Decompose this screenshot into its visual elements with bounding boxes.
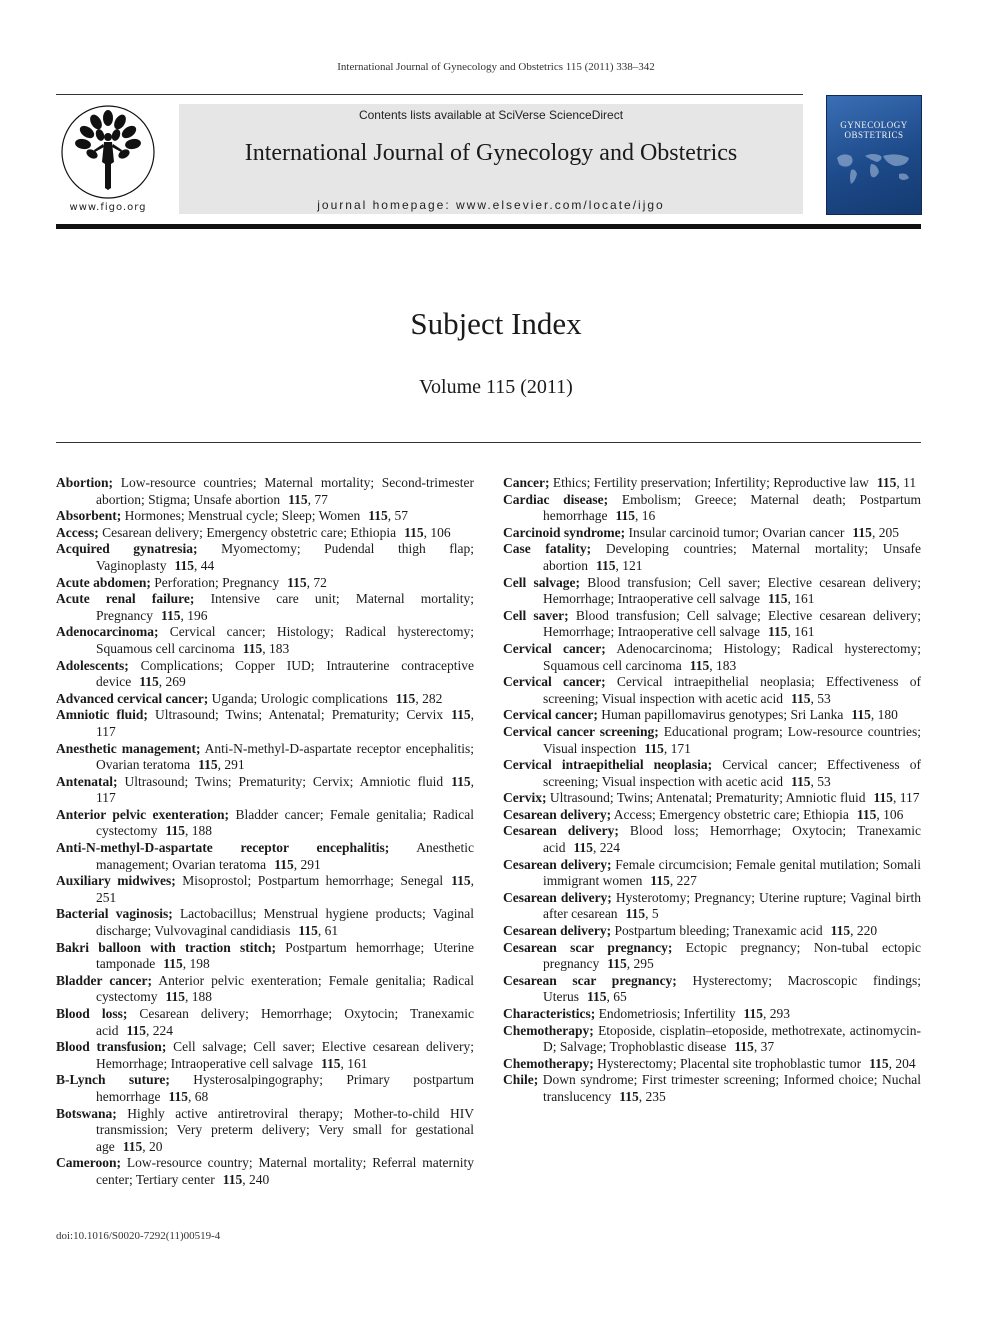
index-keywords: Anti-N-methyl-D-aspartate receptor encephalitis; Ovarian teratoma (96, 740, 474, 773)
volume-number[interactable]: 115 (876, 475, 897, 490)
volume-number[interactable]: 115 (851, 707, 871, 723)
index-keywords: Cesarean delivery; Hemorrhage; Oxytocin; Tranexamic acid (96, 1006, 474, 1038)
index-entry (56, 1155, 474, 1188)
index-entry (56, 1039, 474, 1072)
page-number[interactable]: , 61 (317, 923, 339, 939)
volume-number[interactable]: 115 (242, 640, 263, 656)
logo-url[interactable]: www.figo.org (69, 202, 147, 213)
top-rule (56, 94, 803, 95)
index-keywords: Blood loss; Hemorrhage; Oxytocin; Tranexamic acid (543, 823, 922, 856)
index-term: Cesarean scar pregnancy; (503, 972, 677, 988)
volume-number[interactable]: 115 (830, 923, 851, 939)
volume-number[interactable]: 115 (689, 657, 710, 673)
index-keywords: Hormones; Menstrual cycle; Sleep; Women (124, 508, 361, 524)
index-entry (503, 541, 921, 574)
page-number[interactable]: , 224 (146, 1022, 174, 1038)
index-entry (503, 973, 921, 1006)
volume-number[interactable]: 115 (168, 1088, 188, 1104)
index-keywords: Blood transfusion; Cell salvage; Elective cesarean delivery; Hemorrhage; Intraoperative cell salvage (543, 607, 921, 640)
index-term: Characteristics; (503, 1006, 596, 1021)
page-number[interactable]: , 161 (787, 591, 815, 607)
index-keywords: Ectopic pregnancy; Non-tubal ectopic pregnancy (543, 939, 922, 972)
index-entry (503, 1023, 921, 1056)
index-keywords: Access; Emergency obstetric care; Ethiopia (613, 806, 849, 822)
index-entry (56, 475, 474, 508)
index-entry (56, 840, 474, 873)
index-entry (56, 508, 474, 525)
index-keywords: Hysterotomy; Pregnancy; Uterine rupture; Vaginal birth after cesarean (543, 889, 921, 922)
index-term: Anesthetic management; (56, 740, 201, 756)
running-head: International Journal of Gynecology and Obstetrics 115 (2011) 338–342 (337, 61, 655, 73)
index-keywords: Low-resource countries; Maternal mortality; Second-trimester abortion; Stigma; Unsafe abortion (96, 475, 475, 507)
index-column-right (503, 475, 921, 1106)
volume-number[interactable]: 115 (625, 906, 646, 922)
index-entry (56, 940, 474, 973)
index-entry (503, 823, 921, 856)
volume-number[interactable]: 115 (596, 557, 616, 573)
index-entry (56, 774, 474, 807)
page-number[interactable]: , 235 (638, 1088, 666, 1104)
index-keywords: Adenocarcinoma; Histology; Radical hysterectomy; Squamous cell carcinoma (543, 640, 921, 673)
volume-number[interactable]: 115 (165, 989, 185, 1005)
page-number[interactable]: , 53 (810, 690, 831, 706)
index-keywords: Educational program; Low-resource countries; Visual inspection (543, 723, 922, 756)
page-number[interactable]: , 44 (194, 557, 215, 573)
index-entry (503, 757, 921, 790)
index-entry (503, 790, 921, 807)
volume-number[interactable]: 115 (869, 1055, 889, 1071)
index-keywords: Lactobacillus; Menstrual hygiene products; Vaginal discharge; Vulvovaginal candidiasis (96, 906, 474, 939)
index-term: Cesarean scar pregnancy; (503, 939, 673, 955)
index-keywords: Cervical cancer; Histology; Radical hysterectomy; Squamous cell carcinoma (96, 624, 474, 656)
doi[interactable]: doi:10.1016/S0020-7292(11)00519-4 (56, 1230, 221, 1242)
page-number[interactable]: , 72 (306, 574, 327, 590)
page-number[interactable]: , 204 (888, 1055, 916, 1071)
volume-number[interactable]: 115 (791, 690, 811, 706)
section-divider (56, 442, 921, 443)
volume-number[interactable]: 115 (768, 591, 788, 607)
page-number[interactable]: , 37 (753, 1039, 775, 1055)
index-entry (56, 591, 474, 624)
page-number[interactable]: , 11 (896, 475, 917, 490)
index-keywords: Developing countries; Maternal mortality; Unsafe abortion (543, 541, 922, 573)
volume-number[interactable]: 115 (852, 524, 872, 540)
volume-number[interactable]: 115 (768, 624, 788, 640)
index-entry (503, 923, 921, 940)
index-term: Cervical cancer; (503, 674, 606, 690)
volume-number[interactable]: 115 (321, 1055, 341, 1071)
index-term: Cell salvage; (503, 574, 580, 590)
index-entry (56, 707, 474, 740)
tree-figure-icon (56, 104, 160, 200)
index-term: Cesarean delivery; (503, 856, 612, 872)
journal-banner (179, 104, 803, 214)
volume-number[interactable]: 115 (165, 823, 185, 839)
index-keywords: Hysterectomy; Macroscopic findings; Uterus (543, 972, 922, 1005)
volume-number[interactable]: 115 (873, 790, 894, 806)
volume-number[interactable]: 115 (451, 773, 471, 789)
index-entry (56, 807, 474, 840)
index-term: Chemotherapy; (503, 1022, 594, 1038)
index-term: Botswana; (56, 1105, 117, 1121)
index-entry (56, 525, 474, 542)
index-term: Bacterial vaginosis; (56, 906, 173, 922)
page-number[interactable]: , 220 (850, 923, 878, 939)
index-entry (503, 575, 921, 608)
index-term: Absorbent; (56, 508, 122, 524)
index-term: Acute abdomen; (56, 574, 151, 590)
index-keywords: Postpartum hemorrhage; Uterine tamponade (96, 939, 475, 972)
page-number[interactable]: , 5 (645, 906, 659, 922)
volume-number[interactable]: 115 (404, 524, 424, 540)
page-number[interactable]: , 293 (762, 1006, 790, 1021)
index-entry (56, 906, 474, 939)
index-entry (503, 674, 921, 707)
volume-number[interactable]: 115 (298, 923, 318, 939)
index-term: Cervical cancer; (503, 707, 598, 723)
index-entry (503, 940, 921, 973)
index-entry (503, 1056, 921, 1073)
index-term: Cancer; (503, 475, 550, 490)
index-term: Auxiliary midwives; (56, 873, 176, 889)
volume-number[interactable]: 115 (274, 856, 294, 872)
page-number[interactable]: , 291 (217, 757, 245, 773)
page-number[interactable]: , 282 (415, 690, 443, 706)
index-term: Anti-N-methyl-D-aspartate receptor encephalitis; (56, 840, 390, 856)
volume-number[interactable]: 115 (395, 690, 416, 706)
page-number[interactable]: , 77 (307, 491, 328, 507)
figo-logo[interactable] (56, 104, 160, 216)
index-keywords: Highly active antiretroviral therapy; Mother-to-child HIV transmission; Very preterm delivery; Very small for gestational age (96, 1105, 474, 1154)
index-entry (56, 541, 474, 574)
index-term: Bladder cancer; (56, 972, 153, 988)
index-keywords: Insular carcinoid tumor; Ovarian cancer (628, 524, 845, 540)
volume-number[interactable]: 115 (734, 1039, 754, 1055)
index-entry (56, 973, 474, 1006)
volume-number[interactable]: 115 (644, 740, 664, 756)
index-term: Cesarean delivery; (503, 889, 612, 905)
volume-number[interactable]: 115 (607, 956, 627, 972)
index-keywords: Cell salvage; Cell saver; Elective cesarean delivery; Hemorrhage; Intraoperative cell salvage (96, 1039, 474, 1071)
index-keywords: Endometriosis; Infertility (598, 1006, 736, 1021)
index-term: Cesarean delivery; (503, 923, 612, 939)
index-term: Acquired gynatresia; (56, 541, 198, 557)
volume-number[interactable]: 115 (160, 607, 181, 623)
page-number[interactable]: , 65 (606, 989, 627, 1005)
cover-title: GYNECOLOGY OBSTETRICS (840, 120, 908, 140)
index-term: Cervical cancer; (503, 640, 606, 656)
index-keywords: Complications; Copper IUD; Intrauterine contraceptive device (96, 657, 475, 690)
journal-cover-thumbnail[interactable] (826, 95, 922, 215)
index-keywords: Low-resource country; Maternal mortality; Referral maternity center; Tertiary center (96, 1155, 474, 1187)
index-keywords: Intensive care unit; Maternal mortality; Pregnancy (96, 591, 474, 623)
page-number[interactable]: , 224 (593, 840, 621, 856)
volume-number[interactable]: 115 (587, 989, 607, 1005)
index-entry (56, 691, 474, 708)
index-keywords: Misoprostol; Postpartum hemorrhage; Senegal (182, 873, 444, 889)
index-keywords: Blood transfusion; Cell saver; Elective cesarean delivery; Hemorrhage; Intraoperative cell salvage (543, 574, 921, 607)
index-entry (503, 724, 921, 757)
page-number[interactable]: , 53 (810, 773, 831, 789)
index-term: Bakri balloon with traction stitch; (56, 939, 277, 955)
index-entry (503, 857, 921, 890)
index-keywords: Myomectomy; Pudendal thigh flap; Vaginoplasty (96, 541, 475, 573)
page-number[interactable]: , 198 (182, 956, 210, 972)
index-entry (56, 741, 474, 774)
index-term: Cervix; (503, 790, 547, 806)
page-number[interactable]: , 196 (180, 607, 208, 623)
contents-availability[interactable]: Contents lists available at SciVerse ScienceDirect (358, 108, 624, 122)
index-term: Cesarean delivery; (503, 823, 619, 839)
index-keywords: Ethics; Fertility preservation; Infertility; Reproductive law (552, 475, 869, 490)
index-term: Cameroon; (56, 1155, 121, 1171)
index-term: Blood loss; (56, 1006, 128, 1021)
page-number[interactable]: , 57 (387, 508, 409, 524)
index-entry (56, 1006, 474, 1039)
page-number[interactable]: , 188 (185, 989, 212, 1005)
page-number[interactable]: , 183 (262, 640, 290, 656)
volume-label: Volume 115 (2011) (419, 376, 573, 398)
volume-number[interactable]: 115 (650, 873, 670, 889)
index-term: Access; (56, 524, 99, 540)
page-title: Subject Index (410, 306, 582, 341)
index-keywords: Anesthetic management; Ovarian teratoma (96, 840, 474, 872)
index-keywords: Hysterectomy; Placental site trophoblastic tumor (597, 1055, 862, 1071)
volume-number[interactable]: 115 (288, 491, 308, 507)
volume-number[interactable]: 115 (615, 508, 635, 524)
index-term: Chile; (503, 1072, 539, 1088)
volume-number[interactable]: 115 (163, 956, 183, 972)
page-number[interactable]: , 227 (669, 873, 697, 889)
index-entry (503, 641, 921, 674)
page-number[interactable]: , 121 (615, 557, 643, 573)
index-entry (56, 658, 474, 691)
journal-title: International Journal of Gynecology and Obstetrics (244, 140, 738, 166)
index-keywords: Perforation; Pregnancy (154, 574, 280, 590)
page-number[interactable]: , 188 (185, 823, 212, 839)
index-entry (56, 1072, 474, 1105)
page-number[interactable]: , 295 (626, 956, 654, 972)
index-keywords: Hysterosalpingography; Primary postpartum hemorrhage (96, 1072, 474, 1104)
index-term: Acute renal failure; (56, 591, 195, 607)
page-number[interactable]: , 16 (634, 508, 656, 524)
index-entry (56, 873, 474, 906)
page-number[interactable]: , 269 (158, 674, 186, 690)
index-entry (503, 707, 921, 724)
index-entry (56, 1106, 474, 1156)
index-term: Adenocarcinoma; (56, 624, 159, 640)
index-keywords: Embolism; Greece; Maternal death; Postpartum hemorrhage (543, 491, 921, 524)
index-keywords: Bladder cancer; Female genitalia; Radical cystectomy (96, 806, 475, 839)
volume-number[interactable]: 115 (287, 574, 307, 590)
volume-number[interactable]: 115 (222, 1171, 243, 1187)
index-entry (503, 890, 921, 923)
index-keywords: Cesarean delivery; Emergency obstetric care; Ethiopia (102, 524, 397, 540)
index-keywords: Down syndrome; First trimester screening; Informed choice; Nuchal translucency (542, 1072, 921, 1104)
volume-number[interactable]: 115 (126, 1022, 147, 1038)
page-number[interactable]: , 68 (187, 1088, 209, 1104)
volume-number[interactable]: 115 (368, 508, 388, 524)
index-entry (503, 807, 921, 824)
volume-number[interactable]: 115 (122, 1138, 143, 1154)
index-keywords: Ultrasound; Twins; Prematurity; Cervix; Amniotic fluid (124, 773, 444, 789)
index-keywords: Postpartum bleeding; Tranexamic acid (614, 923, 823, 939)
journal-homepage-link[interactable]: journal homepage: www.elsevier.com/locate/ijgo (317, 198, 665, 212)
index-entry (503, 492, 921, 525)
index-column-left (56, 475, 474, 1189)
volume-number[interactable]: 115 (198, 757, 218, 773)
volume-number[interactable]: 115 (791, 773, 811, 789)
volume-number[interactable]: 115 (856, 806, 877, 822)
index-keywords: Anterior pelvic exenteration; Female genitalia; Radical cystectomy (96, 972, 474, 1005)
index-term: Abortion; (56, 475, 113, 490)
index-entry (503, 525, 921, 542)
page-number[interactable]: , 106 (423, 524, 451, 540)
page-number[interactable]: , 183 (709, 657, 737, 673)
index-term: Cardiac disease; (503, 491, 609, 507)
world-map-icon (833, 148, 915, 188)
index-term: Cesarean delivery; (503, 806, 612, 822)
index-entry (503, 1006, 921, 1023)
index-term: Blood transfusion; (56, 1039, 167, 1055)
index-term: Antenatal; (56, 773, 118, 789)
page-number[interactable]: , 20 (142, 1138, 163, 1154)
index-term: B-Lynch suture; (56, 1072, 170, 1088)
page-number[interactable]: , 171 (663, 740, 691, 756)
index-entry (56, 624, 474, 657)
page-number[interactable]: , 161 (787, 624, 815, 640)
page-number[interactable]: , 117 (96, 707, 474, 739)
index-entry (503, 1072, 921, 1105)
index-term: Cervical cancer screening; (503, 723, 659, 739)
volume-number[interactable]: 115 (174, 557, 195, 573)
index-term: Cell saver; (503, 607, 569, 623)
volume-number[interactable]: 115 (451, 707, 471, 723)
index-entry (503, 475, 921, 492)
index-term: Amniotic fluid; (56, 707, 148, 723)
page-number[interactable]: , 117 (96, 773, 474, 806)
index-term: Carcinoid syndrome; (503, 524, 626, 540)
page-number[interactable]: , 291 (293, 856, 321, 872)
index-keywords: Ultrasound; Twins; Antenatal; Prematurity; Amniotic fluid (549, 790, 866, 806)
volume-number[interactable]: 115 (139, 674, 159, 690)
page-number[interactable]: , 106 (876, 806, 904, 822)
volume-number[interactable]: 115 (573, 840, 594, 856)
page-number[interactable]: , 180 (870, 707, 898, 723)
index-keywords: Cervical cancer; Effectiveness of screening; Visual inspection with acetic acid (543, 757, 922, 789)
index-term: Adolescents; (56, 657, 129, 673)
page-number[interactable]: , 205 (871, 524, 899, 540)
index-entry (56, 575, 474, 592)
index-keywords: Etoposide, cisplatin–etoposide, methotrexate, actinomycin-D; Salvage; Trophoblastic disease (543, 1022, 922, 1055)
header-divider (56, 224, 921, 229)
index-keywords: Uganda; Urologic complications (211, 690, 388, 706)
index-term: Anterior pelvic exenteration; (56, 806, 230, 822)
index-keywords: Female circumcision; Female genital mutilation; Somali immigrant women (543, 856, 921, 889)
index-term: Cervical intraepithelial neoplasia; (503, 757, 713, 773)
volume-number[interactable]: 115 (743, 1006, 763, 1021)
index-keywords: Ultrasound; Twins; Antenatal; Prematurity; Cervix (154, 707, 444, 723)
page-number[interactable]: , 251 (96, 873, 475, 905)
page-number[interactable]: , 240 (242, 1171, 270, 1187)
index-keywords: Human papillomavirus genotypes; Sri Lanka (601, 707, 844, 723)
index-term: Advanced cervical cancer; (56, 690, 209, 706)
index-entry (503, 608, 921, 641)
index-term: Case fatality; (503, 541, 592, 557)
index-term: Chemotherapy; (503, 1055, 594, 1071)
page-number[interactable]: , 117 (893, 790, 920, 806)
page-number[interactable]: , 161 (340, 1055, 368, 1071)
volume-number[interactable]: 115 (451, 873, 471, 889)
volume-number[interactable]: 115 (619, 1088, 639, 1104)
index-keywords: Cervical intraepithelial neoplasia; Effectiveness of screening; Visual inspection with acetic acid (543, 674, 921, 706)
